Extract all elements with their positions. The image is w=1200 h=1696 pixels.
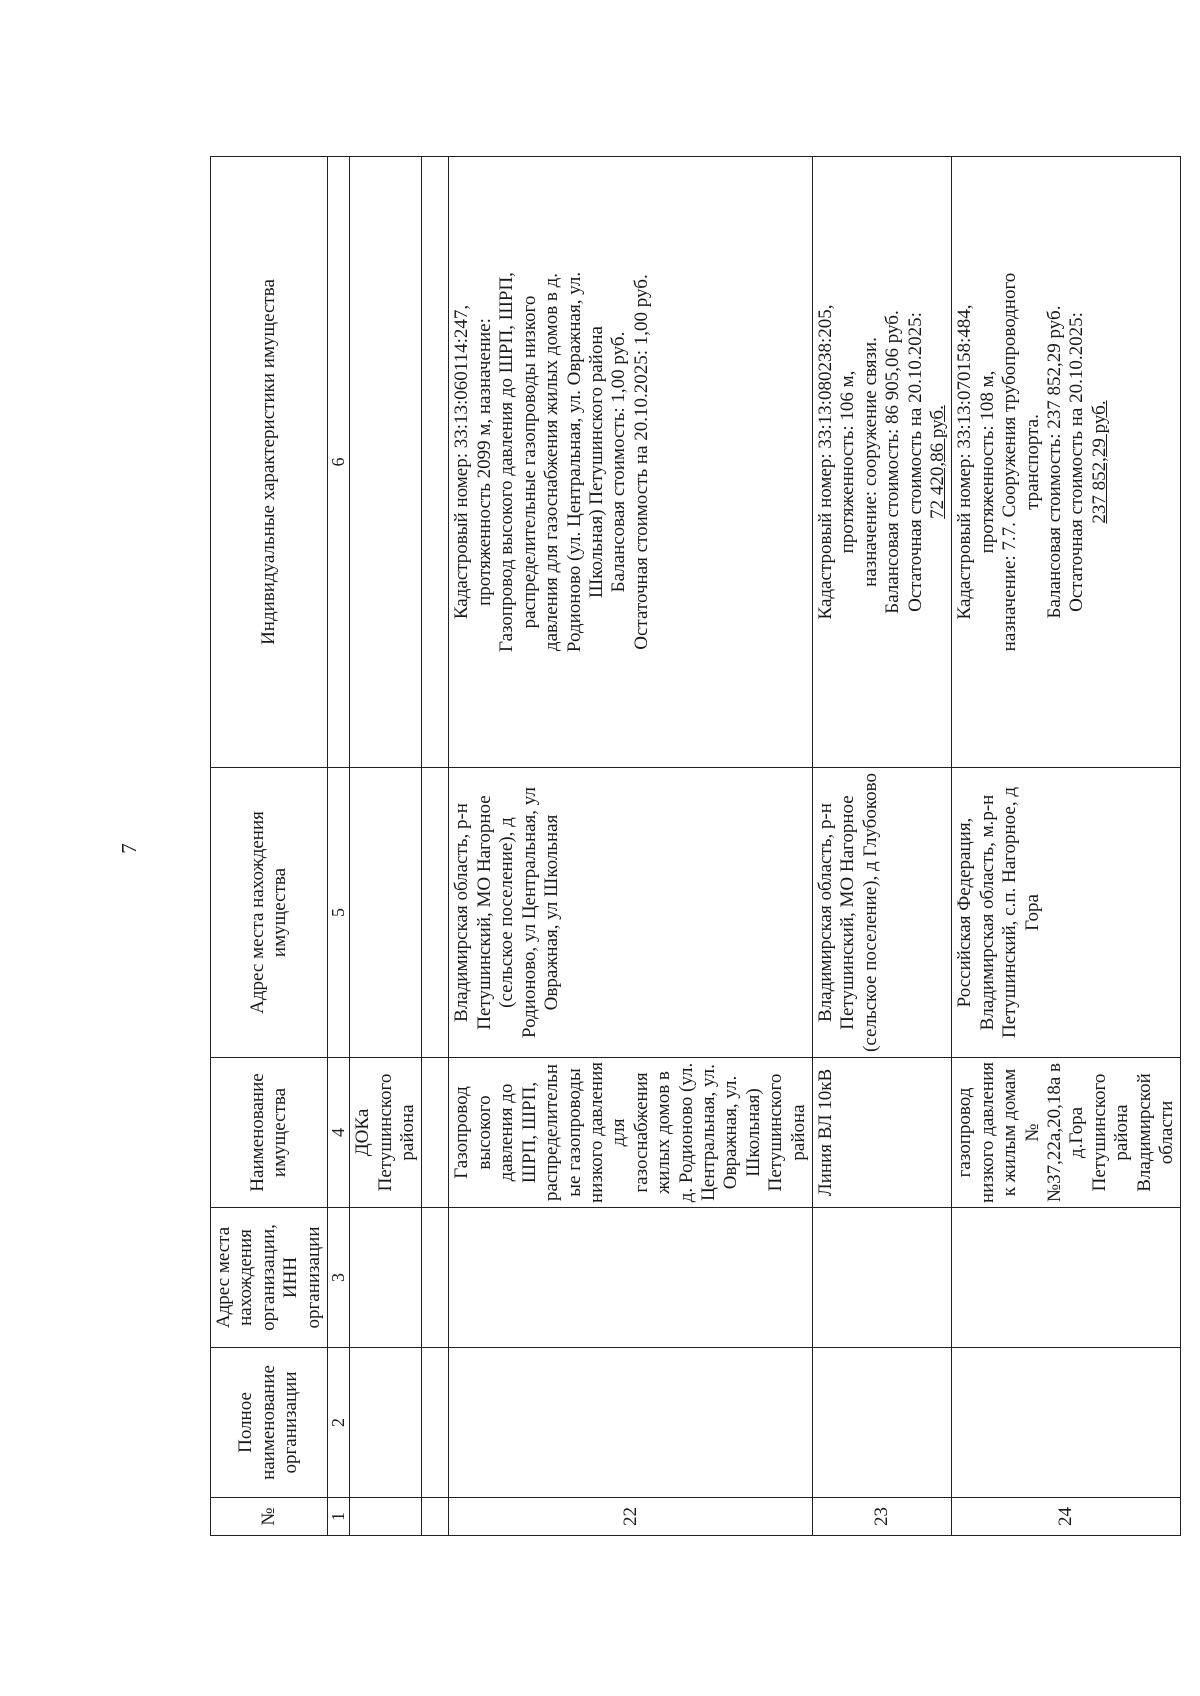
header-org-address: Адрес места нахождения организации, ИНН организации — [211, 1208, 328, 1348]
table-row — [812, 157, 951, 1536]
row-number: 23 — [812, 1498, 951, 1536]
item-address-cell: Владимирская область, р-н Петушинский, МО Нагорное (сельское поселение), д Глубоково — [812, 768, 951, 1058]
table-row — [952, 157, 1181, 1536]
page-number: 7 — [116, 843, 141, 854]
spacer-row — [422, 157, 449, 1536]
item-name-cell: Линия ВЛ 10кВ — [812, 1058, 951, 1208]
org-address-cell — [952, 1208, 1181, 1348]
characteristics-cell: Кадастровый номер: 33:13:060114:247, протяженность 2099 м, назначение: Газопровод высокого давления до ШРП, ШРП, распределительные газопроводы низкого давления для газоснабжения жилых домов в д. Родионово (ул. Центральная, ул. Овражная, ул. Школьная) Петушинского района Балансовая стоимость: 1,00 руб. Остаточная стоимость на 20.10.2025: 1,00 руб. — [449, 157, 813, 768]
continuation-item-name: ДОКа Петушинского района — [350, 1058, 422, 1208]
row-number: 24 — [952, 1498, 1181, 1536]
header-item-address: Адрес места нахождения имущества — [211, 768, 328, 1058]
residual-value: 237 852,29 руб. — [1088, 400, 1110, 524]
row-number: 22 — [449, 1498, 813, 1536]
residual-value: 72 420,86 руб. — [927, 405, 949, 519]
org-name-cell — [952, 1348, 1181, 1498]
item-address-cell: Российская Федерация, Владимирская область, м.р-н Петушинский, с.п. Нагорное, д Гора — [952, 768, 1181, 1058]
table-row — [449, 157, 813, 1536]
header-characteristics: Индивидуальные характеристики имущества — [211, 157, 328, 768]
item-address-cell: Владимирская область, р-н Петушинский, МО Нагорное (сельское поселение), д Родионово, ул Центральная, ул Овражная, ул Школьная — [449, 768, 813, 1058]
characteristics-cell — [812, 157, 951, 768]
header-row — [211, 157, 328, 1536]
header-org-name: Полное наименование организации — [211, 1348, 328, 1498]
header-item-name: Наименование имущества — [211, 1058, 328, 1208]
org-address-cell — [812, 1208, 951, 1348]
characteristics-cell — [952, 157, 1181, 768]
rotated-table-sheet — [210, 156, 1178, 1536]
column-number: 2 — [328, 1348, 350, 1498]
property-table — [210, 156, 1181, 1536]
column-number: 5 — [328, 768, 350, 1058]
characteristics-text: Кадастровый номер: 33:13:070158:484, протяженность: 108 м, назначение: 7.7. Сооружения трубопроводного транспорта. Балансовая стоимость: 237 852,29 руб. Остаточная стоимость на 20.10.2025: — [954, 272, 1088, 652]
column-number-row — [328, 157, 350, 1536]
characteristics-text: Кадастровый номер: 33:13:080238:205, протяженность: 106 м, назначение: сооружение связи. Балансовая стоимость: 86 905,06 руб. Остаточная стоимость на 20.10.2025: — [814, 304, 926, 620]
org-address-cell — [449, 1208, 813, 1348]
column-number: 1 — [328, 1498, 350, 1536]
column-number: 4 — [328, 1058, 350, 1208]
item-name-cell: газопровод низкого давления к жилым домам №№37,22а,20,18а в д.Гора Петушинского района Владимирской области — [952, 1058, 1181, 1208]
item-name-cell: Газопровод высокого давления до ШРП, ШРП, распределительные газопроводы низкого давления для газоснабжения жилых домов в д. Родионово (ул. Центральная, ул. Овражная, ул. Школьная) Петушинского района — [449, 1058, 813, 1208]
header-no: № — [211, 1498, 328, 1536]
column-number: 3 — [328, 1208, 350, 1348]
org-name-cell — [449, 1348, 813, 1498]
continuation-row — [350, 157, 422, 1536]
org-name-cell — [812, 1348, 951, 1498]
column-number: 6 — [328, 157, 350, 768]
